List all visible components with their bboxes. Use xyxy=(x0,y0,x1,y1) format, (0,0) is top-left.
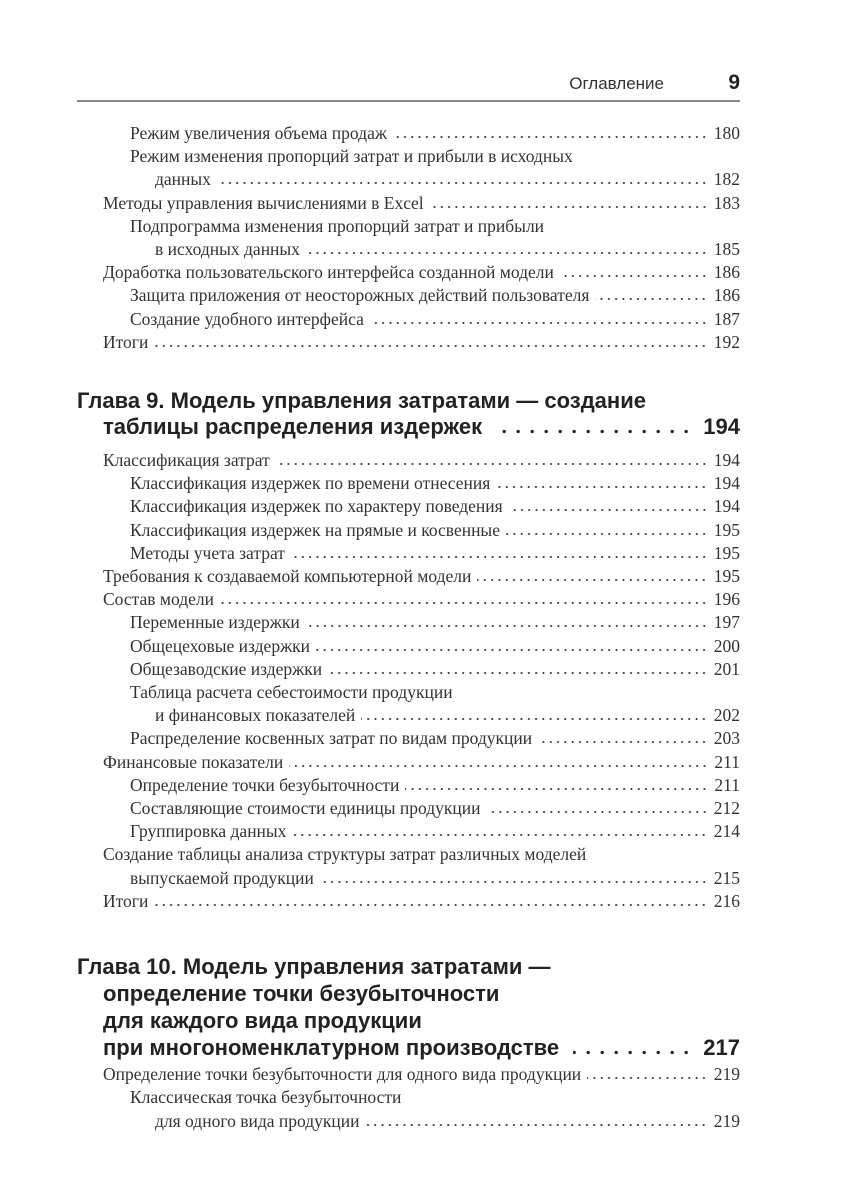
toc-entry-level-2[interactable] xyxy=(77,215,740,261)
toc-line xyxy=(130,635,740,658)
dot-leader xyxy=(487,810,708,814)
toc-page-number: 217 xyxy=(703,1035,740,1061)
chapter-heading[interactable] xyxy=(77,388,740,440)
toc-entry-text: таблицы распределения издержек xyxy=(103,414,483,440)
toc-entry-text: Методы управления вычислениями в Excel xyxy=(103,192,424,213)
toc-page-number: 194 xyxy=(713,450,740,471)
toc-line xyxy=(130,472,740,495)
toc-page-number: 194 xyxy=(713,496,740,517)
toc-page-number: 219 xyxy=(713,1110,740,1131)
toc-entry-text: Определение точки безубыточности для одного вида продукции xyxy=(103,1064,582,1085)
toc-line xyxy=(77,1034,740,1061)
toc-entry-text: Доработка пользовательского интерфейса созданной модели xyxy=(103,262,554,283)
toc-line xyxy=(77,388,740,414)
dot-leader xyxy=(496,429,693,434)
toc-page-number: 187 xyxy=(713,308,740,329)
dot-leader xyxy=(154,344,707,348)
toc-entry-text: Итоги xyxy=(103,331,149,352)
toc-entry-text: выпускаемой продукции xyxy=(130,867,314,888)
dot-leader xyxy=(276,462,708,466)
toc-page-number: 182 xyxy=(713,169,740,190)
toc-page-number: 196 xyxy=(713,589,740,610)
dot-leader xyxy=(430,205,708,209)
toc-entry-text: для каждого вида продукции xyxy=(103,1008,422,1034)
toc-line xyxy=(130,611,740,634)
dot-leader xyxy=(365,1123,707,1127)
toc-line xyxy=(130,238,740,261)
toc-entry-level-2[interactable] xyxy=(77,542,740,565)
running-header xyxy=(77,72,740,102)
toc-entry-text: Создание удобного интерфейса xyxy=(130,308,364,329)
toc-line xyxy=(130,519,740,542)
toc-line xyxy=(103,867,740,890)
toc-line xyxy=(130,820,740,843)
toc-entry-text: Режим изменения пропорций затрат и прибыли в исходных xyxy=(130,146,573,167)
toc-line xyxy=(130,122,740,145)
toc-page-number: 195 xyxy=(713,566,740,587)
dot-leader xyxy=(316,648,708,652)
toc-page-number: 212 xyxy=(713,798,740,819)
toc-entry-level-2[interactable] xyxy=(77,611,740,634)
toc-entry-level-1[interactable] xyxy=(77,588,740,611)
toc-line xyxy=(130,658,740,681)
toc-entry-level-1[interactable] xyxy=(77,192,740,215)
toc-line xyxy=(77,414,740,440)
toc-entry-text: Режим увеличения объема продаж xyxy=(130,123,387,143)
dot-leader xyxy=(306,251,708,255)
toc-entry-text: Глава 9. Модель управления затратами — создание xyxy=(77,388,646,414)
toc-entry-level-2[interactable] xyxy=(77,774,740,797)
dot-leader xyxy=(595,297,707,301)
toc-entry-text: Требования к создаваемой компьютерной модели xyxy=(103,566,472,587)
toc-page-number: 195 xyxy=(713,519,740,540)
dot-leader xyxy=(291,555,708,559)
toc-entry-text: Общецеховые издержки xyxy=(130,635,311,656)
dot-leader xyxy=(289,764,708,768)
toc-entry-text: Группировка данных xyxy=(130,821,287,842)
dot-leader xyxy=(506,532,708,536)
toc-entry-text: для одного вида продукции xyxy=(155,1110,360,1131)
toc-entry-level-2[interactable] xyxy=(77,820,740,843)
toc-line xyxy=(103,751,740,774)
toc-entry-text: Глава 10. Модель управления затратами — xyxy=(77,954,551,980)
toc-entry-level-1[interactable] xyxy=(77,751,740,774)
dot-leader xyxy=(320,880,708,884)
toc-entry-text: Итоги xyxy=(103,890,149,911)
toc-line xyxy=(130,168,740,191)
toc-page-number: 211 xyxy=(714,774,740,795)
toc-entry-text: Переменные издержки xyxy=(130,612,300,633)
toc-line xyxy=(130,1086,740,1109)
toc-page-number: 183 xyxy=(713,192,740,213)
dot-leader xyxy=(370,321,708,325)
toc-page-number: 215 xyxy=(713,867,740,888)
toc-line xyxy=(103,843,740,866)
toc-entry-level-1[interactable] xyxy=(77,449,740,472)
toc-line xyxy=(103,192,740,215)
toc-entry-text: Создание таблицы анализа структуры затрат различных моделей xyxy=(103,844,587,865)
toc-line xyxy=(130,215,740,238)
toc-line xyxy=(130,704,740,727)
toc-line xyxy=(130,542,740,565)
toc-entry-level-2[interactable] xyxy=(77,284,740,307)
dot-leader xyxy=(405,787,708,791)
toc-entry-level-2[interactable] xyxy=(77,308,740,331)
toc-entry-text: Таблица расчета себестоимости продукции xyxy=(130,682,453,703)
toc-entry-level-2[interactable] xyxy=(77,495,740,518)
toc-page-number: 195 xyxy=(713,542,740,563)
chapter-heading[interactable] xyxy=(77,953,740,1061)
toc-page-number: 211 xyxy=(714,751,740,772)
running-header-title: Оглавление xyxy=(569,74,664,93)
dot-leader xyxy=(393,135,708,139)
toc-line xyxy=(103,261,740,284)
toc-line xyxy=(77,980,740,1007)
toc-page-number: 194 xyxy=(703,414,740,440)
toc-line xyxy=(130,308,740,331)
toc-entry-text: определение точки безубыточности xyxy=(103,981,500,1007)
toc-line xyxy=(130,495,740,518)
dot-leader xyxy=(306,624,708,628)
toc-page-number: 180 xyxy=(713,123,740,143)
toc-entry-text: Подпрограмма изменения пропорций затрат и прибыли xyxy=(130,215,545,236)
toc-entry-level-2[interactable] xyxy=(77,145,740,191)
toc-line xyxy=(103,565,740,588)
toc-entry-text: Классификация издержек по времени отнесения xyxy=(130,473,491,494)
toc-line xyxy=(103,890,740,913)
toc-entry-text: Классификация издержек по характеру поведения xyxy=(130,496,503,517)
toc-entry-text: при многономенклатурном производстве xyxy=(103,1035,560,1061)
table-of-contents xyxy=(77,122,740,1133)
dot-leader xyxy=(217,181,708,185)
toc-entry-level-2[interactable] xyxy=(77,797,740,820)
toc-line xyxy=(130,727,740,750)
toc-entry-level-2[interactable] xyxy=(77,122,740,145)
toc-entry-level-2[interactable] xyxy=(77,658,740,681)
toc-line xyxy=(130,797,740,820)
dot-leader xyxy=(573,1050,693,1055)
dot-leader xyxy=(496,485,707,489)
dot-leader xyxy=(361,717,708,721)
dot-leader xyxy=(328,671,708,675)
toc-entry-level-1[interactable] xyxy=(77,261,740,284)
toc-entry-text: Составляющие стоимости единицы продукции xyxy=(130,798,481,819)
toc-line xyxy=(103,1063,740,1086)
toc-entry-text: Финансовые показатели xyxy=(103,751,284,772)
dot-leader xyxy=(560,274,708,278)
toc-entry-text: и финансовых показателей xyxy=(155,705,356,726)
toc-entry-text: данных xyxy=(155,169,211,190)
dot-leader xyxy=(509,508,708,512)
dot-leader xyxy=(292,833,707,837)
toc-page-number: 185 xyxy=(713,239,740,260)
toc-line xyxy=(77,1007,740,1034)
dot-leader xyxy=(587,1076,708,1080)
toc-entry-level-2[interactable] xyxy=(77,727,740,750)
toc-entry-level-1[interactable] xyxy=(77,843,740,889)
dot-leader xyxy=(538,740,708,744)
toc-page-number: 194 xyxy=(713,473,740,494)
toc-page-number: 216 xyxy=(713,890,740,911)
toc-entry-text: Определение точки безубыточности xyxy=(130,774,400,795)
toc-entry-text: Распределение косвенных затрат по видам продукции xyxy=(130,728,533,749)
toc-line xyxy=(130,284,740,307)
toc-line xyxy=(103,588,740,611)
page-number: 9 xyxy=(728,71,740,94)
toc-entry-level-1[interactable] xyxy=(77,1063,740,1086)
toc-line xyxy=(77,953,740,980)
toc-entry-level-1[interactable] xyxy=(77,565,740,588)
toc-entry-level-2[interactable] xyxy=(77,1086,740,1132)
toc-entry-text: Защита приложения от неосторожных действий пользователя xyxy=(130,285,590,306)
toc-page-number: 203 xyxy=(713,728,740,749)
toc-entry-level-2[interactable] xyxy=(77,635,740,658)
toc-line xyxy=(130,145,740,168)
dot-leader xyxy=(220,601,708,605)
toc-page-number: 186 xyxy=(713,262,740,283)
toc-entry-level-2[interactable] xyxy=(77,472,740,495)
toc-line xyxy=(130,774,740,797)
toc-page-number: 219 xyxy=(713,1064,740,1085)
toc-entry-text: Классическая точка безубыточности xyxy=(130,1087,402,1108)
toc-line xyxy=(103,449,740,472)
toc-page-number: 192 xyxy=(713,331,740,352)
dot-leader xyxy=(477,578,707,582)
toc-page-number: 186 xyxy=(713,285,740,306)
toc-line xyxy=(130,681,740,704)
dot-leader xyxy=(154,903,707,907)
toc-entry-level-2[interactable] xyxy=(77,681,740,727)
toc-page-number: 202 xyxy=(713,705,740,726)
toc-entry-text: Состав модели xyxy=(103,589,214,610)
toc-page-number: 197 xyxy=(713,612,740,633)
toc-entry-level-1[interactable] xyxy=(77,890,740,913)
toc-entry-text: Классификация издержек на прямые и косвенные xyxy=(130,519,500,540)
toc-page-number: 214 xyxy=(713,821,740,842)
toc-line xyxy=(103,331,740,354)
toc-entry-level-1[interactable] xyxy=(77,331,740,354)
toc-page-number: 200 xyxy=(713,635,740,656)
toc-entry-text: в исходных данных xyxy=(155,239,300,260)
toc-entry-text: Методы учета затрат xyxy=(130,542,285,563)
toc-entry-text: Общезаводские издержки xyxy=(130,658,323,679)
toc-entry-text: Классификация затрат xyxy=(103,450,270,471)
toc-page-number: 201 xyxy=(713,658,740,679)
toc-entry-level-2[interactable] xyxy=(77,519,740,542)
toc-line xyxy=(130,1110,740,1133)
